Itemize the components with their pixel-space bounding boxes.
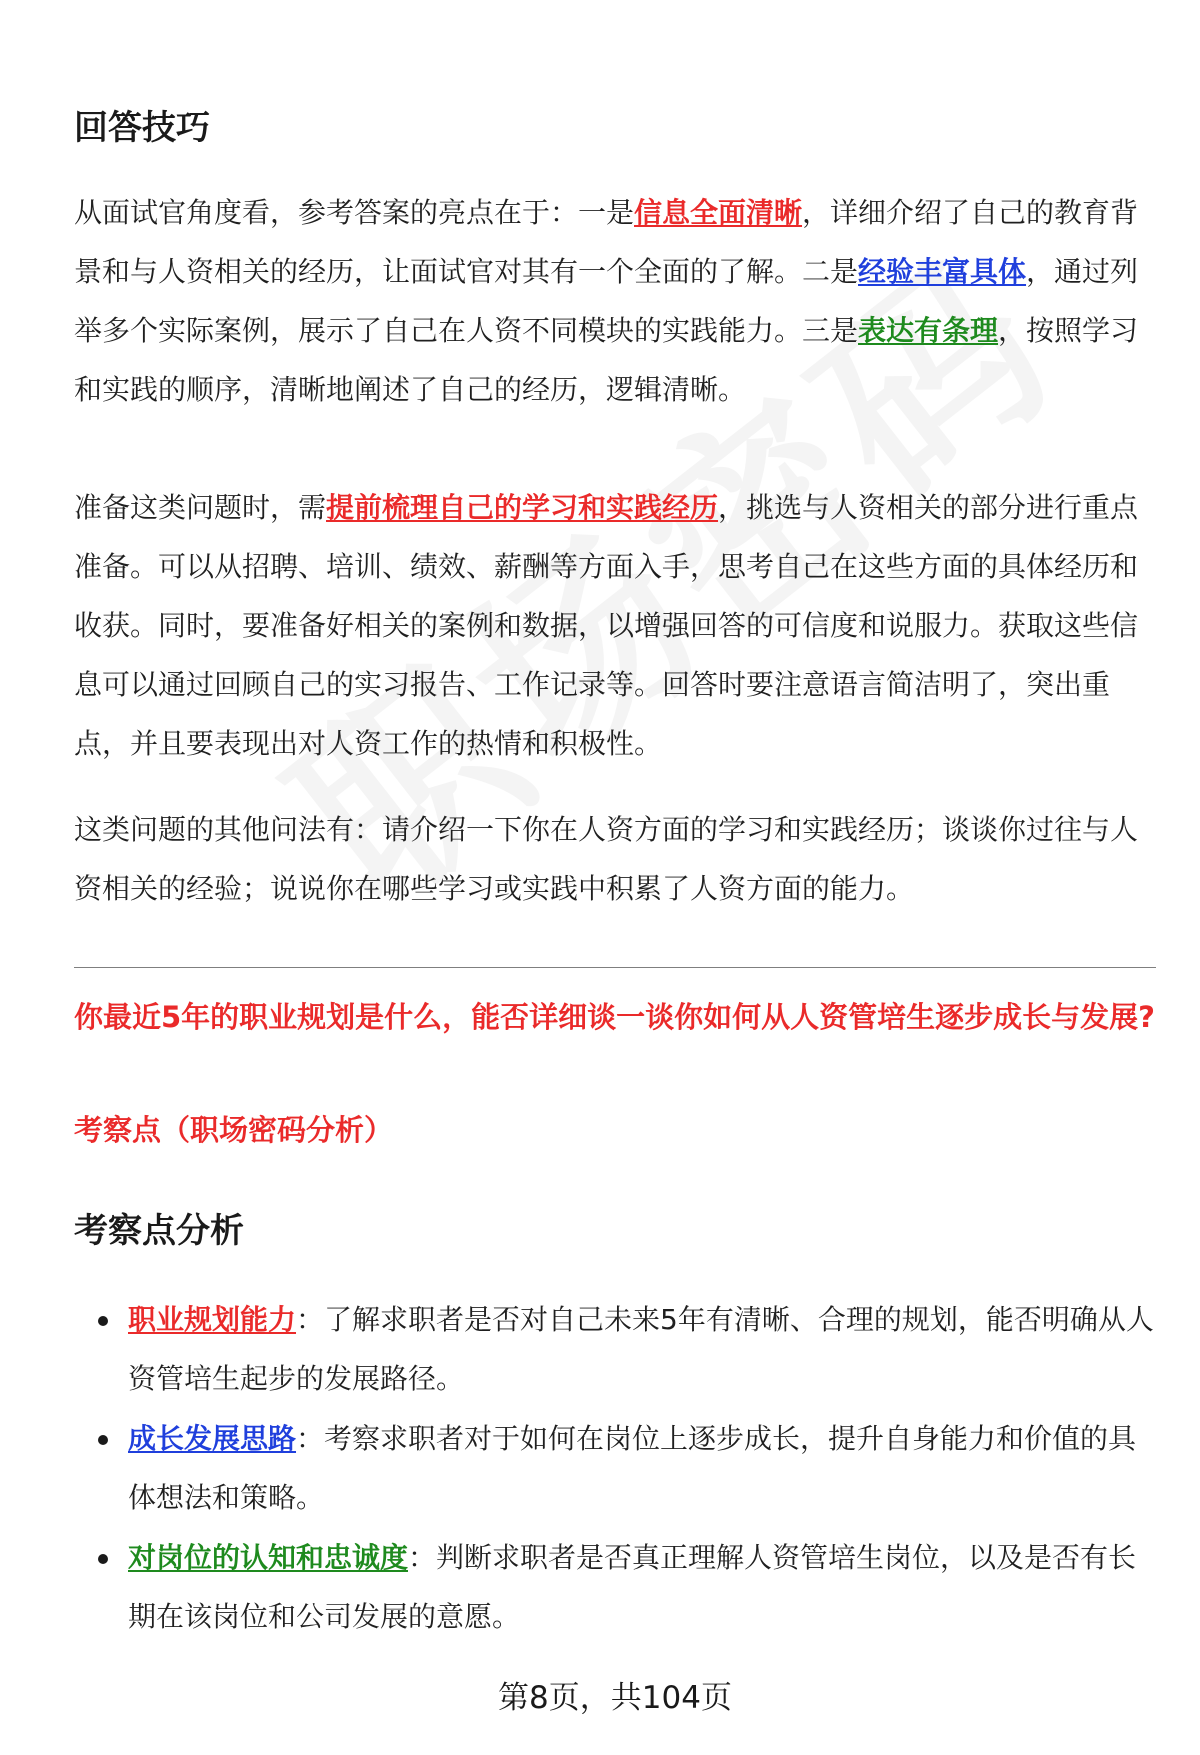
point-text: ：考察求职者对于如何在岗位上逐步成长，提升自身能力和价值的具体想法和策略。 bbox=[128, 1422, 1137, 1514]
question-subheading: 考察点（职场密码分析） bbox=[74, 1113, 394, 1147]
highlight-expression-organized: 表达有条理 bbox=[858, 314, 999, 347]
text: ，通过列举多个实际案例，展示了自己在人资不同模块的实践能力。三是 bbox=[74, 255, 1139, 347]
bullet-icon bbox=[98, 1316, 108, 1326]
section-title-analysis: 考察点分析 bbox=[74, 1211, 244, 1251]
tips-paragraph-1 bbox=[74, 183, 1156, 419]
text: 准备这类问题时，需 bbox=[74, 491, 327, 524]
highlight-info-clear: 信息全面清晰 bbox=[634, 196, 803, 229]
interview-question: 你最近5年的职业规划是什么，能否详细谈一谈你如何从人资管培生逐步成长与发展? bbox=[74, 1000, 1156, 1034]
list-item bbox=[74, 1290, 1156, 1408]
document-page bbox=[74, 0, 1156, 1755]
analysis-list bbox=[74, 1290, 1156, 1647]
point-text: ：了解求职者是否对自己未来5年有清晰、合理的规划，能否明确从人资管培生起步的发展路径。 bbox=[128, 1303, 1154, 1395]
bullet-icon bbox=[98, 1554, 108, 1564]
text: ，详细介绍了自己的教育背景和与人资相关的经历，让面试官对其有一个全面的了解。二是 bbox=[74, 196, 1139, 288]
point-label: 成长发展思路 bbox=[128, 1422, 297, 1455]
highlight-prepare-experience: 提前梳理自己的学习和实践经历 bbox=[326, 491, 719, 524]
text: ，挑选与人资相关的部分进行重点准备。可以从招聘、培训、绩效、薪酬等方面入手，思考自己在这些方面的具体经历和收获。同时，要准备好相关的案例和数据，以增强回答的可信度和说服力。获取这些信息可以通过回顾自己的实习报告、工作记录等。回答时要注意语言简洁明了，突出重点，并且要表现出对人资工作的热情和积极性。 bbox=[74, 491, 1139, 760]
section-title-tips: 回答技巧 bbox=[74, 108, 210, 148]
text: 从面试官角度看，参考答案的亮点在于：一是 bbox=[74, 196, 635, 229]
bullet-icon bbox=[98, 1435, 108, 1445]
point-label: 职业规划能力 bbox=[128, 1303, 297, 1336]
divider bbox=[74, 967, 1156, 968]
text: ，按照学习和实践的顺序，清晰地阐述了自己的经历，逻辑清晰。 bbox=[74, 314, 1139, 406]
point-text: ：判断求职者是否真正理解人资管培生岗位，以及是否有长期在该岗位和公司发展的意愿。 bbox=[128, 1541, 1137, 1633]
point-label: 对岗位的认知和忠诚度 bbox=[128, 1541, 409, 1574]
tips-paragraph-2 bbox=[74, 478, 1156, 773]
page-number: 第8页，共104页 bbox=[498, 1680, 732, 1716]
highlight-experience-rich: 经验丰富具体 bbox=[858, 255, 1027, 288]
tips-paragraph-3: 这类问题的其他问法有：请介绍一下你在人资方面的学习和实践经历；谈谈你过往与人资相关的经验；说说你在哪些学习或实践中积累了人资方面的能力。 bbox=[74, 813, 1139, 905]
list-item bbox=[74, 1409, 1156, 1527]
list-item bbox=[74, 1528, 1156, 1646]
